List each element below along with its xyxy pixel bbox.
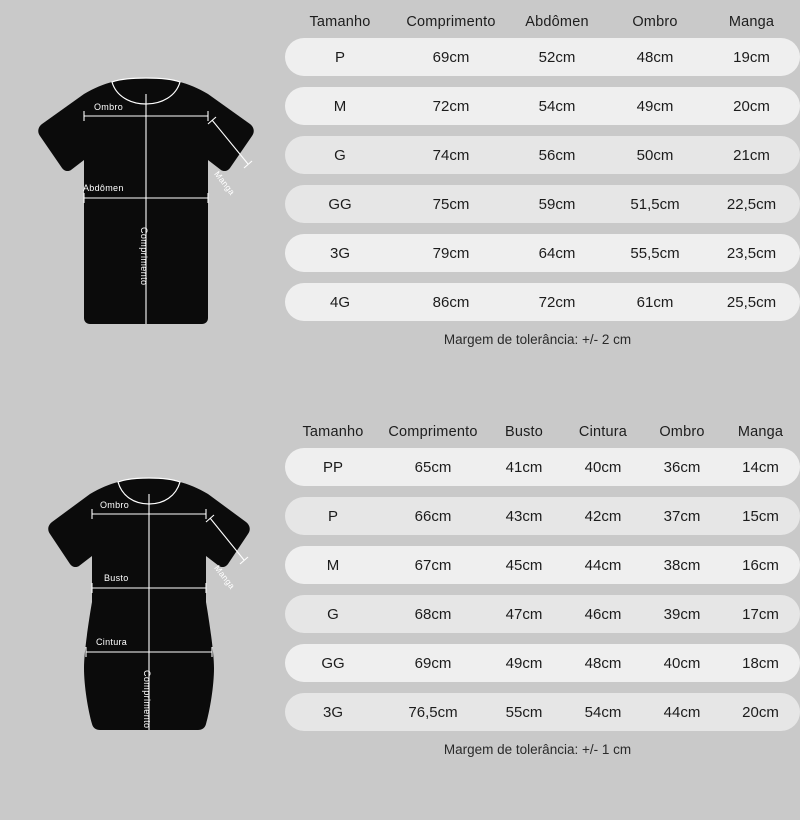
mens-shirt-illustration [0,0,285,410]
cell-size: 3G [322,703,343,721]
table-row [285,38,800,76]
womens-th-manga: Manga [737,424,784,440]
table-row [285,87,800,125]
womens-th-tamanho: Tamanho [302,424,364,440]
cell-abdomen: 54cm [538,97,576,115]
mens-th-tamanho: Tamanho [309,14,371,30]
cell-manga: 19cm [733,48,770,66]
cell-size: GG [328,195,352,213]
cell-ombro: 51,5cm [630,195,680,213]
table-row [285,185,800,223]
cell-ombro: 37cm [663,507,701,525]
cell-ombro: 55,5cm [630,244,680,262]
cell-size: G [334,146,346,164]
womens-th-comprimento: Comprimento [388,424,478,440]
cell-size: G [327,605,339,623]
cell-comprimento: 68cm [414,605,452,623]
cell-size: 4G [329,293,350,311]
cell-manga: 14cm [742,458,779,476]
label-ombro-women: Ombro [100,500,130,510]
cell-comprimento: 69cm [414,654,452,672]
cell-manga: 18cm [742,654,779,672]
table-row [285,234,800,272]
cell-busto: 55cm [505,703,543,721]
cell-comprimento: 66cm [414,507,452,525]
label-ombro-men: Ombro [94,102,124,112]
cell-abdomen: 72cm [538,293,576,311]
mens-th-comprimento: Comprimento [406,14,496,30]
label-comprimento-men: Comprimento [139,227,149,286]
cell-busto: 49cm [505,654,543,672]
cell-ombro: 38cm [663,556,701,574]
cell-busto: 41cm [505,458,543,476]
womens-shirt-illustration [0,410,285,820]
womens-th-cintura: Cintura [578,424,628,440]
cell-size: GG [321,654,345,672]
cell-ombro: 44cm [663,703,701,721]
cell-manga: 17cm [742,605,779,623]
cell-comprimento: 67cm [414,556,452,574]
cell-size: M [326,556,340,574]
cell-comprimento: 69cm [432,48,470,66]
cell-abdomen: 64cm [538,244,576,262]
table-row [285,546,800,584]
cell-busto: 45cm [505,556,543,574]
cell-comprimento: 74cm [432,146,470,164]
cell-comprimento: 72cm [432,97,470,115]
cell-cintura: 42cm [584,507,622,525]
mens-th-abdomen: Abdômen [525,14,589,30]
label-cintura-women: Cintura [96,637,128,647]
table-row [285,595,800,633]
cell-abdomen: 56cm [538,146,576,164]
womens-size-table [285,424,800,731]
table-row [285,644,800,682]
womens-size-block [0,410,800,820]
cell-ombro: 50cm [636,146,674,164]
cell-ombro: 48cm [636,48,674,66]
table-row [285,693,800,731]
womens-table-header-row [285,424,800,448]
womens-tshirt-graphic [34,472,264,742]
table-row [285,448,800,486]
cell-abdomen: 52cm [538,48,576,66]
mens-tolerance-note: Margem de tolerância: +/- 2 cm [443,332,632,347]
womens-th-busto: Busto [504,424,544,440]
cell-ombro: 61cm [636,293,674,311]
label-manga-women: Manga [212,563,238,591]
mens-size-table [285,14,800,321]
womens-tolerance-note: Margem de tolerância: +/- 1 cm [443,742,632,757]
label-comprimento-women: Comprimento [142,670,152,729]
cell-cintura: 40cm [584,458,622,476]
cell-manga: 22,5cm [726,195,777,213]
cell-manga: 20cm [733,97,770,115]
cell-manga: 23,5cm [726,244,777,262]
cell-ombro: 39cm [663,605,701,623]
cell-size: 3G [329,244,350,262]
mens-table-header-row [285,14,800,38]
mens-th-ombro: Ombro [632,14,678,30]
cell-cintura: 48cm [584,654,622,672]
cell-comprimento: 65cm [414,458,452,476]
cell-busto: 47cm [505,605,543,623]
label-abdomen-men: Abdômen [83,183,124,193]
label-busto-women: Busto [104,573,129,583]
mens-tshirt-graphic [26,72,266,332]
womens-th-ombro: Ombro [659,424,705,440]
cell-comprimento: 76,5cm [408,703,458,721]
cell-cintura: 44cm [584,556,622,574]
cell-comprimento: 79cm [432,244,470,262]
cell-manga: 15cm [742,507,779,525]
cell-size: M [333,97,347,115]
mens-size-table-wrap [285,0,800,347]
cell-size: P [334,48,345,66]
cell-size: P [327,507,338,525]
cell-abdomen: 59cm [538,195,576,213]
womens-size-table-wrap [285,410,800,757]
table-row [285,497,800,535]
cell-manga: 25,5cm [726,293,777,311]
table-row [285,136,800,174]
cell-cintura: 46cm [584,605,622,623]
cell-comprimento: 86cm [432,293,470,311]
cell-comprimento: 75cm [432,195,470,213]
cell-ombro: 49cm [636,97,674,115]
cell-busto: 43cm [505,507,543,525]
label-manga-men: Manga [212,169,238,197]
cell-manga: 16cm [742,556,779,574]
table-row [285,283,800,321]
cell-manga: 21cm [733,146,770,164]
cell-ombro: 40cm [663,654,701,672]
mens-th-manga: Manga [728,14,775,30]
cell-size: PP [322,458,343,476]
cell-manga: 20cm [742,703,779,721]
cell-ombro: 36cm [663,458,701,476]
cell-cintura: 54cm [584,703,622,721]
